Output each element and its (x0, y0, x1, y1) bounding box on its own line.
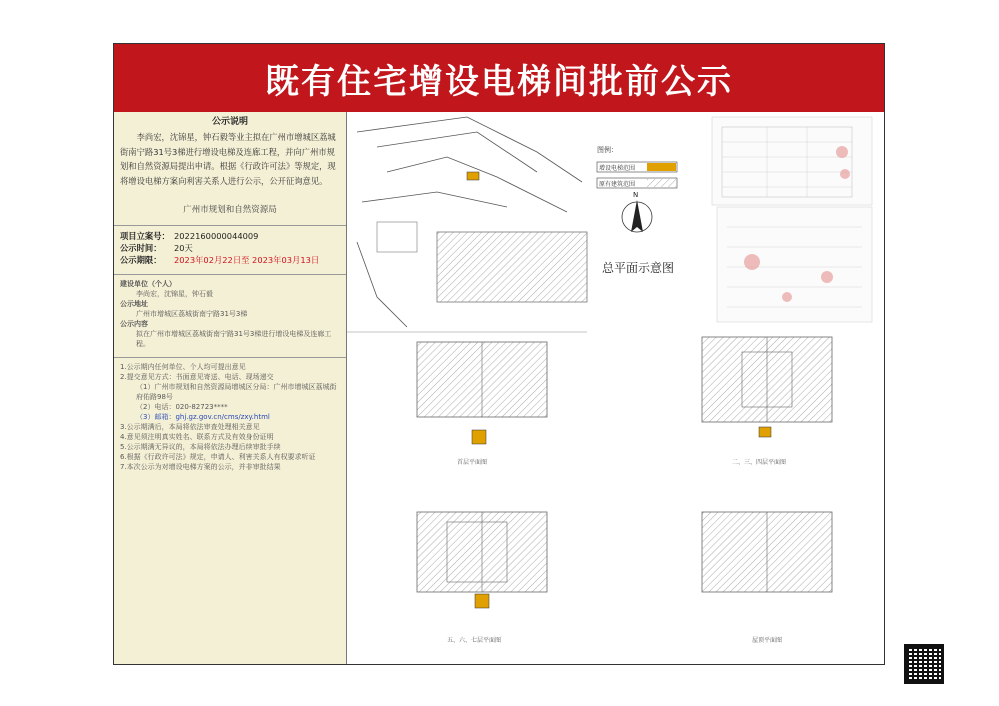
notice-board (113, 43, 885, 665)
meta-value-period: 2023年02月22日至 2023年03月13日 (174, 255, 320, 265)
note-item: 6.根据《行政许可法》规定，申请人、利害关系人有权要求听证 (120, 453, 316, 461)
site-plan (347, 117, 587, 332)
address-label: 公示地址 (120, 300, 148, 308)
drawings-area (347, 112, 884, 664)
document-thumbnail (717, 207, 872, 322)
north-label: N (633, 191, 639, 199)
left-panel (114, 112, 347, 664)
meta-label: 项目立案号： (120, 231, 170, 241)
content-value: 拟在广州市增城区荔城街南宁路31号3梯进行增设电梯及连廊工程。 (136, 330, 332, 348)
note-item: 3.公示期满后，本局将依法审查处理相关意见 (120, 423, 260, 431)
note-item: 4.意见须注明真实姓名、联系方式及有效身份证明 (120, 433, 274, 441)
floor-plan (702, 512, 832, 644)
meta-label: 公示时间： (120, 243, 162, 253)
note-item: 2.提交意见方式：书面意见寄送、电话、现场递交 (120, 373, 274, 381)
divider (114, 357, 346, 358)
note-item: （2）电话：020-82723**** (136, 403, 228, 411)
banner-title: 既有住宅增设电梯间批前公示 (114, 44, 884, 112)
note-link[interactable]: （3）邮箱：ghj.gz.gov.cn/cms/zxy.html (136, 413, 270, 421)
meta-label: 公示期限： (120, 255, 162, 265)
site-plan-caption: 总平面示意图 (602, 261, 675, 275)
note-item: （1）广州市规划和自然资源局增城区分局：广州市增城区荔城街府佑路98号 (136, 383, 337, 401)
plan-caption: 屋顶平面图 (752, 637, 783, 644)
notice-heading: 公示说明 (211, 117, 248, 127)
content-label: 公示内容 (120, 320, 148, 328)
note-item: 7.本次公示为对增设电梯方案的公示，并非审批结果 (120, 463, 281, 471)
note-item: 5.公示期满无异议的，本局将依法办理后续审批手续 (120, 443, 281, 451)
plan-caption: 五、六、七层平面图 (447, 637, 502, 644)
legend-title: 图例： (597, 146, 618, 154)
divider (114, 274, 346, 275)
address-value: 广州市增城区荔城街南宁路31号3梯 (136, 310, 248, 318)
qr-code-icon[interactable] (904, 644, 944, 684)
meta-row (120, 242, 340, 254)
site-legend (597, 145, 677, 188)
site-elevator-mark (467, 172, 479, 180)
document-thumbnail (712, 117, 872, 205)
legend-item: 原有建筑范围 (599, 181, 636, 188)
floor-plan (702, 337, 832, 466)
applicant-label: 建设单位（个人） (120, 280, 176, 288)
meta-row (120, 230, 340, 242)
floor-plan (417, 342, 547, 466)
drawings-svg (347, 112, 884, 664)
meta-row (120, 254, 340, 266)
bureau-name: 广州市规划和自然资源局 (183, 205, 277, 215)
note-item: 1.公示期内任何单位、个人均可提出意见 (120, 363, 246, 371)
meta-value: 2022160000044009 (174, 231, 259, 241)
applicant-value: 李尚宏，沈锦星，钟石毅 (136, 290, 213, 298)
notice-body: 李尚宏，沈锦星，钟石毅等业主拟在广州市增城区荔城街南宁路31号3梯进行增设电梯及连廊工程，并向广州市规划和自然资源局提出申请。根据《行政许可法》等规定，现将增设电梯方案向利害关系人进行公示，公开征询意见。 (120, 132, 336, 186)
meta-value: 20天 (174, 243, 193, 253)
plan-caption: 首层平面图 (457, 459, 488, 466)
north-arrow-icon (622, 191, 652, 232)
floor-plan (417, 512, 547, 644)
divider (114, 225, 346, 226)
plan-caption: 二、三、四层平面图 (732, 459, 787, 466)
legend-item: 增设电梯范围 (599, 165, 636, 172)
